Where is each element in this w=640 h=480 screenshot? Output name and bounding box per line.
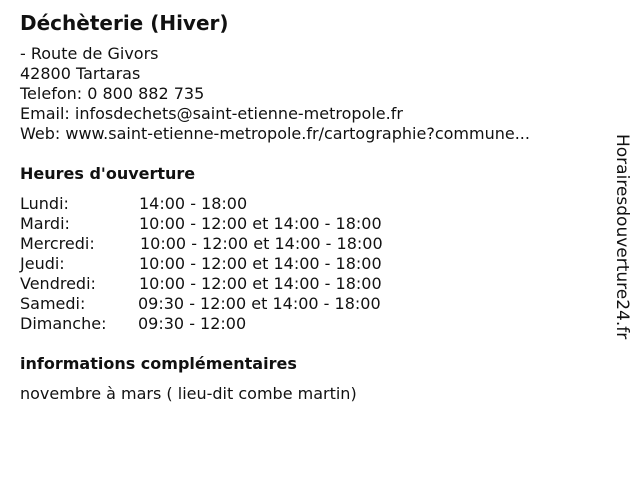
time-range: 09:30 - 12:00 <box>138 314 247 333</box>
day-label: Jeudi: <box>20 254 65 273</box>
day-label: Samedi: <box>20 294 86 313</box>
additional-info-text: novembre à mars ( lieu-dit combe martin) <box>20 384 357 403</box>
time-range: 10:00 - 12:00 et 14:00 - 18:00 <box>140 234 383 253</box>
website-link: Web: www.saint-etienne-metropole.fr/cartographie?commune... <box>20 124 530 143</box>
time-range: 14:00 - 18:00 <box>139 194 248 213</box>
phone-number: Telefon: 0 800 882 735 <box>20 84 205 103</box>
day-label: Dimanche: <box>20 314 107 333</box>
site-watermark: Horairesdouverture24.fr <box>612 134 632 340</box>
city-postal-code: 42800 Tartaras <box>20 64 141 83</box>
day-label: Mardi: <box>20 214 70 233</box>
email-address: Email: infosdechets@saint-etienne-metropole.fr <box>20 104 403 123</box>
opening-hours-heading: Heures d'ouverture <box>20 164 196 183</box>
time-range: 10:00 - 12:00 et 14:00 - 18:00 <box>139 274 382 293</box>
address-block <box>20 44 530 144</box>
day-label: Mercredi: <box>20 234 95 253</box>
time-range: 10:00 - 12:00 et 14:00 - 18:00 <box>139 214 382 233</box>
time-range: 09:30 - 12:00 et 14:00 - 18:00 <box>138 294 381 313</box>
time-range: 10:00 - 12:00 et 14:00 - 18:00 <box>139 254 382 273</box>
day-label: Lundi: <box>20 194 69 213</box>
day-label: Vendredi: <box>20 274 96 293</box>
additional-info-heading: informations complémentaires <box>20 354 297 373</box>
page-title: Déchèterie (Hiver) <box>20 11 229 35</box>
street-address: - Route de Givors <box>20 44 159 63</box>
